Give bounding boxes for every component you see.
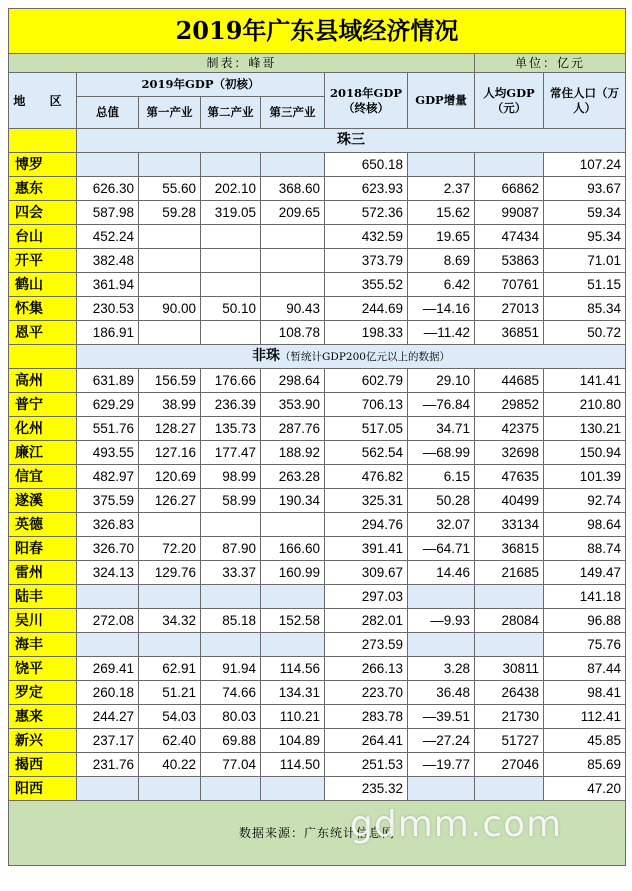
table-row xyxy=(9,393,626,417)
cell-primary: 62.40 xyxy=(139,729,201,753)
cell-population: 45.85 xyxy=(544,729,626,753)
cell-growth: —76.84 xyxy=(408,393,475,417)
cell-gdp2018: 294.76 xyxy=(325,513,408,537)
cell-per-capita: 21685 xyxy=(475,561,544,585)
cell-population: 101.39 xyxy=(544,465,626,489)
cell-per-capita: 51727 xyxy=(475,729,544,753)
cell-tertiary xyxy=(261,249,325,273)
cell-gdp2018: 432.59 xyxy=(325,225,408,249)
region-name: 怀集 xyxy=(9,297,77,321)
table-row xyxy=(9,633,626,657)
table-row xyxy=(9,513,626,537)
region-name: 普宁 xyxy=(9,393,77,417)
region-name: 陆丰 xyxy=(9,585,77,609)
cell-growth: 36.48 xyxy=(408,681,475,705)
region-name: 惠来 xyxy=(9,705,77,729)
header-gdp2019-group: 2019年GDP（初核） xyxy=(77,73,325,97)
header-secondary: 第二产业 xyxy=(201,97,261,129)
cell-population: 141.41 xyxy=(544,369,626,393)
cell-primary: 54.03 xyxy=(139,705,201,729)
region-name: 海丰 xyxy=(9,633,77,657)
region-name: 揭西 xyxy=(9,753,77,777)
cell-tertiary: 190.34 xyxy=(261,489,325,513)
cell-per-capita xyxy=(475,153,544,177)
region-name: 化州 xyxy=(9,417,77,441)
region-name: 开平 xyxy=(9,249,77,273)
group-header xyxy=(77,129,626,153)
table-row xyxy=(9,537,626,561)
cell-population: 85.34 xyxy=(544,297,626,321)
cell-population: 150.94 xyxy=(544,441,626,465)
table-row xyxy=(9,753,626,777)
cell-gdp2018: 283.78 xyxy=(325,705,408,729)
cell-total xyxy=(77,153,139,177)
cell-primary xyxy=(139,777,201,801)
cell-per-capita: 47635 xyxy=(475,465,544,489)
cell-per-capita xyxy=(475,777,544,801)
cell-gdp2018: 223.70 xyxy=(325,681,408,705)
cell-secondary: 202.10 xyxy=(201,177,261,201)
cell-total: 244.27 xyxy=(77,705,139,729)
cell-total: 237.17 xyxy=(77,729,139,753)
cell-gdp2018: 572.36 xyxy=(325,201,408,225)
cell-total: 324.13 xyxy=(77,561,139,585)
cell-total: 551.76 xyxy=(77,417,139,441)
table-row xyxy=(9,729,626,753)
cell-gdp2018: 266.13 xyxy=(325,657,408,681)
cell-gdp2018: 706.13 xyxy=(325,393,408,417)
cell-gdp2018: 244.69 xyxy=(325,297,408,321)
cell-gdp2018: 309.67 xyxy=(325,561,408,585)
cell-primary: 34.32 xyxy=(139,609,201,633)
region-name: 高州 xyxy=(9,369,77,393)
cell-population: 141.18 xyxy=(544,585,626,609)
cell-secondary xyxy=(201,633,261,657)
cell-gdp2018: 297.03 xyxy=(325,585,408,609)
cell-total: 629.29 xyxy=(77,393,139,417)
table-row xyxy=(9,297,626,321)
table-row xyxy=(9,585,626,609)
cell-total: 493.55 xyxy=(77,441,139,465)
cell-population: 96.88 xyxy=(544,609,626,633)
cell-secondary xyxy=(201,513,261,537)
cell-secondary: 74.66 xyxy=(201,681,261,705)
table-body xyxy=(9,9,626,801)
cell-secondary xyxy=(201,777,261,801)
cell-total: 269.41 xyxy=(77,657,139,681)
cell-gdp2018: 325.31 xyxy=(325,489,408,513)
cell-primary xyxy=(139,153,201,177)
cell-per-capita: 27013 xyxy=(475,297,544,321)
table-row xyxy=(9,225,626,249)
cell-total: 260.18 xyxy=(77,681,139,705)
cell-population: 50.72 xyxy=(544,321,626,345)
cell-secondary xyxy=(201,585,261,609)
cell-growth: —27.24 xyxy=(408,729,475,753)
cell-total: 631.89 xyxy=(77,369,139,393)
cell-secondary: 50.10 xyxy=(201,297,261,321)
cell-gdp2018: 373.79 xyxy=(325,249,408,273)
cell-total: 326.70 xyxy=(77,537,139,561)
region-name: 台山 xyxy=(9,225,77,249)
cell-secondary xyxy=(201,153,261,177)
cell-growth xyxy=(408,633,475,657)
cell-growth: 34.71 xyxy=(408,417,475,441)
meta-row xyxy=(9,54,626,73)
cell-gdp2018: 273.59 xyxy=(325,633,408,657)
table-row xyxy=(9,489,626,513)
cell-tertiary xyxy=(261,585,325,609)
cell-growth: 15.62 xyxy=(408,201,475,225)
cell-per-capita xyxy=(475,585,544,609)
header-growth: GDP增量 xyxy=(408,73,475,129)
cell-population: 87.44 xyxy=(544,657,626,681)
cell-tertiary xyxy=(261,513,325,537)
table-row xyxy=(9,153,626,177)
cell-primary xyxy=(139,633,201,657)
cell-population: 95.34 xyxy=(544,225,626,249)
header-per-capita: 人均GDP（元） xyxy=(475,73,544,129)
cell-secondary: 33.37 xyxy=(201,561,261,585)
cell-gdp2018: 623.93 xyxy=(325,177,408,201)
header-population: 常住人口（万人） xyxy=(544,73,626,129)
page-title: 2019年广东县域经济情况 xyxy=(9,9,626,54)
group-note: （暂统计GDP200亿元以上的数据） xyxy=(280,351,450,363)
region-name: 遂溪 xyxy=(9,489,77,513)
group-header-spacer xyxy=(9,345,77,369)
group-header-row xyxy=(9,129,626,153)
cell-per-capita: 42375 xyxy=(475,417,544,441)
region-name: 阳西 xyxy=(9,777,77,801)
cell-growth xyxy=(408,777,475,801)
region-name: 廉江 xyxy=(9,441,77,465)
cell-population: 88.74 xyxy=(544,537,626,561)
cell-total xyxy=(77,585,139,609)
cell-population: 93.67 xyxy=(544,177,626,201)
cell-primary xyxy=(139,225,201,249)
cell-total: 626.30 xyxy=(77,177,139,201)
cell-secondary: 135.73 xyxy=(201,417,261,441)
table-row xyxy=(9,201,626,225)
cell-tertiary: 110.21 xyxy=(261,705,325,729)
cell-tertiary: 90.43 xyxy=(261,297,325,321)
cell-gdp2018: 562.54 xyxy=(325,441,408,465)
region-name: 罗定 xyxy=(9,681,77,705)
cell-per-capita: 26438 xyxy=(475,681,544,705)
table-row xyxy=(9,249,626,273)
cell-primary: 72.20 xyxy=(139,537,201,561)
cell-growth: 29.10 xyxy=(408,369,475,393)
cell-tertiary: 353.90 xyxy=(261,393,325,417)
cell-per-capita: 33134 xyxy=(475,513,544,537)
cell-tertiary: 166.60 xyxy=(261,537,325,561)
cell-per-capita: 53863 xyxy=(475,249,544,273)
region-name: 信宜 xyxy=(9,465,77,489)
cell-population: 107.24 xyxy=(544,153,626,177)
table-row xyxy=(9,369,626,393)
cell-secondary xyxy=(201,225,261,249)
cell-tertiary: 114.56 xyxy=(261,657,325,681)
cell-population: 98.41 xyxy=(544,681,626,705)
region-name: 四会 xyxy=(9,201,77,225)
cell-secondary: 85.18 xyxy=(201,609,261,633)
cell-primary xyxy=(139,249,201,273)
region-name: 吴川 xyxy=(9,609,77,633)
table-row xyxy=(9,465,626,489)
cell-growth: —11.42 xyxy=(408,321,475,345)
cell-primary xyxy=(139,585,201,609)
cell-primary: 90.00 xyxy=(139,297,201,321)
table-maker: 制表：峰哥 xyxy=(9,54,475,73)
cell-growth: —19.77 xyxy=(408,753,475,777)
cell-secondary: 236.39 xyxy=(201,393,261,417)
cell-gdp2018: 235.32 xyxy=(325,777,408,801)
table-row xyxy=(9,561,626,585)
header-total: 总值 xyxy=(77,97,139,129)
cell-gdp2018: 282.01 xyxy=(325,609,408,633)
cell-primary: 55.60 xyxy=(139,177,201,201)
cell-tertiary: 160.99 xyxy=(261,561,325,585)
cell-population: 75.76 xyxy=(544,633,626,657)
cell-secondary: 98.99 xyxy=(201,465,261,489)
cell-gdp2018: 602.79 xyxy=(325,369,408,393)
footer-row xyxy=(9,801,626,866)
cell-primary xyxy=(139,321,201,345)
cell-growth: 14.46 xyxy=(408,561,475,585)
cell-tertiary: 104.89 xyxy=(261,729,325,753)
cell-population: 85.69 xyxy=(544,753,626,777)
cell-per-capita: 99087 xyxy=(475,201,544,225)
cell-tertiary: 152.58 xyxy=(261,609,325,633)
cell-per-capita: 21730 xyxy=(475,705,544,729)
cell-per-capita: 40499 xyxy=(475,489,544,513)
group-name: 珠三 xyxy=(337,132,365,148)
cell-population: 130.21 xyxy=(544,417,626,441)
cell-total: 587.98 xyxy=(77,201,139,225)
cell-growth: 8.69 xyxy=(408,249,475,273)
cell-primary: 38.99 xyxy=(139,393,201,417)
cell-gdp2018: 476.82 xyxy=(325,465,408,489)
table-row xyxy=(9,657,626,681)
cell-primary: 156.59 xyxy=(139,369,201,393)
cell-total: 361.94 xyxy=(77,273,139,297)
cell-population: 71.01 xyxy=(544,249,626,273)
cell-population: 47.20 xyxy=(544,777,626,801)
cell-total: 231.76 xyxy=(77,753,139,777)
cell-secondary: 69.88 xyxy=(201,729,261,753)
cell-growth xyxy=(408,585,475,609)
cell-growth: 6.42 xyxy=(408,273,475,297)
cell-total: 375.59 xyxy=(77,489,139,513)
cell-growth: —68.99 xyxy=(408,441,475,465)
table-row xyxy=(9,417,626,441)
group-name: 非珠 xyxy=(252,348,281,364)
cell-total xyxy=(77,777,139,801)
region-name: 恩平 xyxy=(9,321,77,345)
cell-total: 230.53 xyxy=(77,297,139,321)
cell-per-capita: 28084 xyxy=(475,609,544,633)
cell-gdp2018: 198.33 xyxy=(325,321,408,345)
table-row xyxy=(9,705,626,729)
cell-primary xyxy=(139,273,201,297)
cell-total: 326.83 xyxy=(77,513,139,537)
cell-total: 272.08 xyxy=(77,609,139,633)
cell-total: 382.48 xyxy=(77,249,139,273)
cell-primary: 129.76 xyxy=(139,561,201,585)
group-header xyxy=(77,345,626,369)
cell-population: 92.74 xyxy=(544,489,626,513)
header-primary: 第一产业 xyxy=(139,97,201,129)
cell-secondary: 77.04 xyxy=(201,753,261,777)
cell-secondary xyxy=(201,321,261,345)
cell-tertiary: 134.31 xyxy=(261,681,325,705)
cell-primary: 127.16 xyxy=(139,441,201,465)
group-header-row xyxy=(9,345,626,369)
header-region: 地 区 xyxy=(9,73,77,129)
cell-per-capita: 70761 xyxy=(475,273,544,297)
cell-growth: 32.07 xyxy=(408,513,475,537)
cell-gdp2018: 355.52 xyxy=(325,273,408,297)
cell-per-capita: 36851 xyxy=(475,321,544,345)
cell-growth: 19.65 xyxy=(408,225,475,249)
cell-secondary xyxy=(201,249,261,273)
cell-tertiary: 114.50 xyxy=(261,753,325,777)
cell-per-capita xyxy=(475,633,544,657)
table-row xyxy=(9,777,626,801)
cell-total: 452.24 xyxy=(77,225,139,249)
cell-primary xyxy=(139,513,201,537)
table-row xyxy=(9,609,626,633)
cell-per-capita: 47434 xyxy=(475,225,544,249)
group-header-spacer xyxy=(9,129,77,153)
table-row xyxy=(9,177,626,201)
title-row xyxy=(9,9,626,54)
cell-population: 98.64 xyxy=(544,513,626,537)
cell-population: 149.47 xyxy=(544,561,626,585)
header-gdp2018: 2018年GDP（终核） xyxy=(325,73,408,129)
cell-tertiary: 287.76 xyxy=(261,417,325,441)
cell-primary: 128.27 xyxy=(139,417,201,441)
cell-gdp2018: 251.53 xyxy=(325,753,408,777)
cell-tertiary: 368.60 xyxy=(261,177,325,201)
cell-secondary xyxy=(201,273,261,297)
data-source: 数据来源：广东统计信息网 xyxy=(9,801,626,866)
region-name: 新兴 xyxy=(9,729,77,753)
region-name: 鹤山 xyxy=(9,273,77,297)
region-name: 雷州 xyxy=(9,561,77,585)
cell-per-capita: 44685 xyxy=(475,369,544,393)
cell-per-capita: 30811 xyxy=(475,657,544,681)
region-name: 惠东 xyxy=(9,177,77,201)
region-name: 英德 xyxy=(9,513,77,537)
cell-growth: 3.28 xyxy=(408,657,475,681)
header-tertiary: 第三产业 xyxy=(261,97,325,129)
cell-tertiary: 188.92 xyxy=(261,441,325,465)
cell-gdp2018: 650.18 xyxy=(325,153,408,177)
cell-secondary: 177.47 xyxy=(201,441,261,465)
cell-tertiary: 298.64 xyxy=(261,369,325,393)
cell-total: 186.91 xyxy=(77,321,139,345)
cell-tertiary xyxy=(261,225,325,249)
cell-tertiary: 108.78 xyxy=(261,321,325,345)
cell-tertiary: 209.65 xyxy=(261,201,325,225)
cell-secondary: 58.99 xyxy=(201,489,261,513)
cell-gdp2018: 264.41 xyxy=(325,729,408,753)
cell-per-capita: 32698 xyxy=(475,441,544,465)
unit-label: 单位：亿元 xyxy=(475,54,626,73)
cell-primary: 51.21 xyxy=(139,681,201,705)
cell-secondary: 80.03 xyxy=(201,705,261,729)
cell-population: 51.15 xyxy=(544,273,626,297)
cell-total: 482.97 xyxy=(77,465,139,489)
cell-per-capita: 27046 xyxy=(475,753,544,777)
cell-secondary: 87.90 xyxy=(201,537,261,561)
cell-growth: —9.93 xyxy=(408,609,475,633)
cell-secondary: 176.66 xyxy=(201,369,261,393)
cell-growth xyxy=(408,153,475,177)
table-row xyxy=(9,441,626,465)
cell-primary: 62.91 xyxy=(139,657,201,681)
cell-primary: 120.69 xyxy=(139,465,201,489)
cell-per-capita: 36815 xyxy=(475,537,544,561)
cell-tertiary xyxy=(261,777,325,801)
cell-tertiary xyxy=(261,273,325,297)
region-name: 饶平 xyxy=(9,657,77,681)
region-name: 阳春 xyxy=(9,537,77,561)
cell-growth: —14.16 xyxy=(408,297,475,321)
watermark: gdmm.com xyxy=(350,804,563,845)
cell-population: 59.34 xyxy=(544,201,626,225)
header-row-1 xyxy=(9,73,626,97)
cell-primary: 40.22 xyxy=(139,753,201,777)
cell-population: 112.41 xyxy=(544,705,626,729)
cell-tertiary xyxy=(261,633,325,657)
table-row xyxy=(9,681,626,705)
cell-secondary: 91.94 xyxy=(201,657,261,681)
cell-growth: 50.28 xyxy=(408,489,475,513)
cell-primary: 59.28 xyxy=(139,201,201,225)
cell-growth: 2.37 xyxy=(408,177,475,201)
cell-growth: —64.71 xyxy=(408,537,475,561)
cell-per-capita: 29852 xyxy=(475,393,544,417)
table-row xyxy=(9,273,626,297)
cell-secondary: 319.05 xyxy=(201,201,261,225)
cell-gdp2018: 391.41 xyxy=(325,537,408,561)
cell-tertiary: 263.28 xyxy=(261,465,325,489)
cell-tertiary xyxy=(261,153,325,177)
cell-gdp2018: 517.05 xyxy=(325,417,408,441)
cell-growth: —39.51 xyxy=(408,705,475,729)
cell-per-capita: 66862 xyxy=(475,177,544,201)
cell-total xyxy=(77,633,139,657)
cell-population: 210.80 xyxy=(544,393,626,417)
cell-primary: 126.27 xyxy=(139,489,201,513)
cell-growth: 6.15 xyxy=(408,465,475,489)
region-name: 博罗 xyxy=(9,153,77,177)
county-economy-table xyxy=(8,8,626,866)
table-row xyxy=(9,321,626,345)
